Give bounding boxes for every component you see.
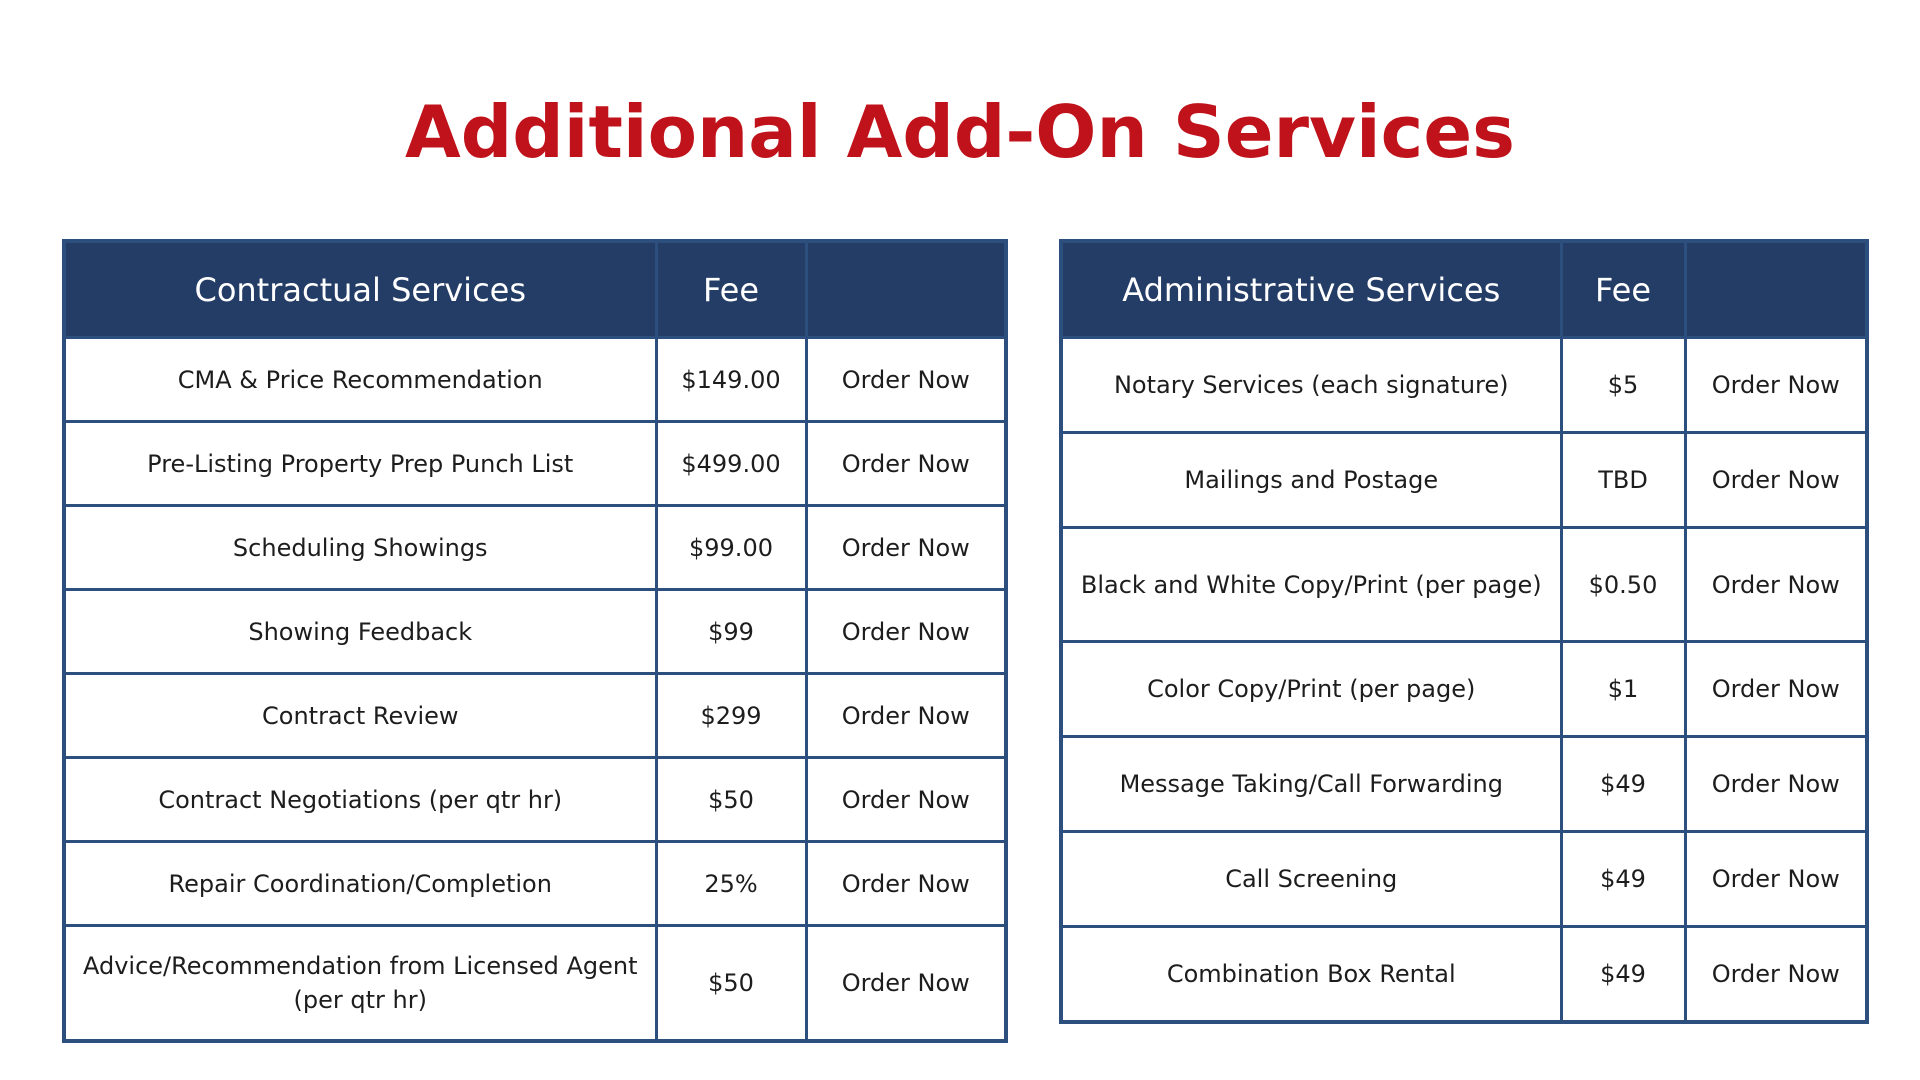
order-now-link[interactable]: Order Now <box>806 590 1006 674</box>
column-header-action <box>1685 241 1867 338</box>
service-name: Mailings and Postage <box>1061 433 1561 528</box>
service-name: Advice/Recommendation from Licensed Agent (per qtr hr) <box>64 926 656 1041</box>
table-row <box>1061 528 1867 642</box>
order-now-link[interactable]: Order Now <box>806 842 1006 926</box>
table-row <box>1061 642 1867 737</box>
service-name: Color Copy/Print (per page) <box>1061 642 1561 737</box>
service-fee: $149.00 <box>656 338 806 422</box>
contractual-services-table <box>62 239 1008 1043</box>
table-row <box>64 338 1006 422</box>
column-header-service: Contractual Services <box>64 241 656 338</box>
service-fee: $299 <box>656 674 806 758</box>
table-row <box>64 674 1006 758</box>
service-name: Black and White Copy/Print (per page) <box>1061 528 1561 642</box>
service-fee: $0.50 <box>1561 528 1685 642</box>
page-title: Additional Add-On Services <box>404 90 1516 174</box>
service-fee: $49 <box>1561 832 1685 927</box>
order-now-link[interactable]: Order Now <box>806 758 1006 842</box>
order-now-link[interactable]: Order Now <box>1685 927 1867 1022</box>
service-name: Contract Negotiations (per qtr hr) <box>64 758 656 842</box>
column-header-service: Administrative Services <box>1061 241 1561 338</box>
service-name: Repair Coordination/Completion <box>64 842 656 926</box>
column-header-action <box>806 241 1006 338</box>
administrative-services-table <box>1059 239 1869 1024</box>
service-name: Combination Box Rental <box>1061 927 1561 1022</box>
service-fee: $50 <box>656 926 806 1041</box>
table-row <box>64 926 1006 1041</box>
service-name: Scheduling Showings <box>64 506 656 590</box>
column-header-fee: Fee <box>1561 241 1685 338</box>
order-now-link[interactable]: Order Now <box>806 506 1006 590</box>
service-fee: $49 <box>1561 927 1685 1022</box>
service-name: Notary Services (each signature) <box>1061 338 1561 433</box>
order-now-link[interactable]: Order Now <box>1685 338 1867 433</box>
table-row <box>64 590 1006 674</box>
table-row <box>1061 433 1867 528</box>
service-fee: $50 <box>656 758 806 842</box>
order-now-link[interactable]: Order Now <box>806 674 1006 758</box>
table-row <box>64 506 1006 590</box>
service-fee: 25% <box>656 842 806 926</box>
service-fee: $5 <box>1561 338 1685 433</box>
service-name: CMA & Price Recommendation <box>64 338 656 422</box>
table-row <box>64 422 1006 506</box>
table-row <box>1061 338 1867 433</box>
service-name: Pre-Listing Property Prep Punch List <box>64 422 656 506</box>
service-name: Message Taking/Call Forwarding <box>1061 737 1561 832</box>
service-name: Showing Feedback <box>64 590 656 674</box>
service-fee: $49 <box>1561 737 1685 832</box>
service-fee: $99 <box>656 590 806 674</box>
table-row <box>64 758 1006 842</box>
order-now-link[interactable]: Order Now <box>1685 737 1867 832</box>
table-row <box>64 842 1006 926</box>
service-name: Contract Review <box>64 674 656 758</box>
order-now-link[interactable]: Order Now <box>1685 528 1867 642</box>
service-fee: $499.00 <box>656 422 806 506</box>
order-now-link[interactable]: Order Now <box>1685 433 1867 528</box>
table-row <box>1061 832 1867 927</box>
order-now-link[interactable]: Order Now <box>1685 832 1867 927</box>
service-name: Call Screening <box>1061 832 1561 927</box>
order-now-link[interactable]: Order Now <box>806 926 1006 1041</box>
order-now-link[interactable]: Order Now <box>806 338 1006 422</box>
service-fee: TBD <box>1561 433 1685 528</box>
service-fee: $1 <box>1561 642 1685 737</box>
service-fee: $99.00 <box>656 506 806 590</box>
column-header-fee: Fee <box>656 241 806 338</box>
order-now-link[interactable]: Order Now <box>806 422 1006 506</box>
table-row <box>1061 927 1867 1022</box>
table-row <box>1061 737 1867 832</box>
order-now-link[interactable]: Order Now <box>1685 642 1867 737</box>
